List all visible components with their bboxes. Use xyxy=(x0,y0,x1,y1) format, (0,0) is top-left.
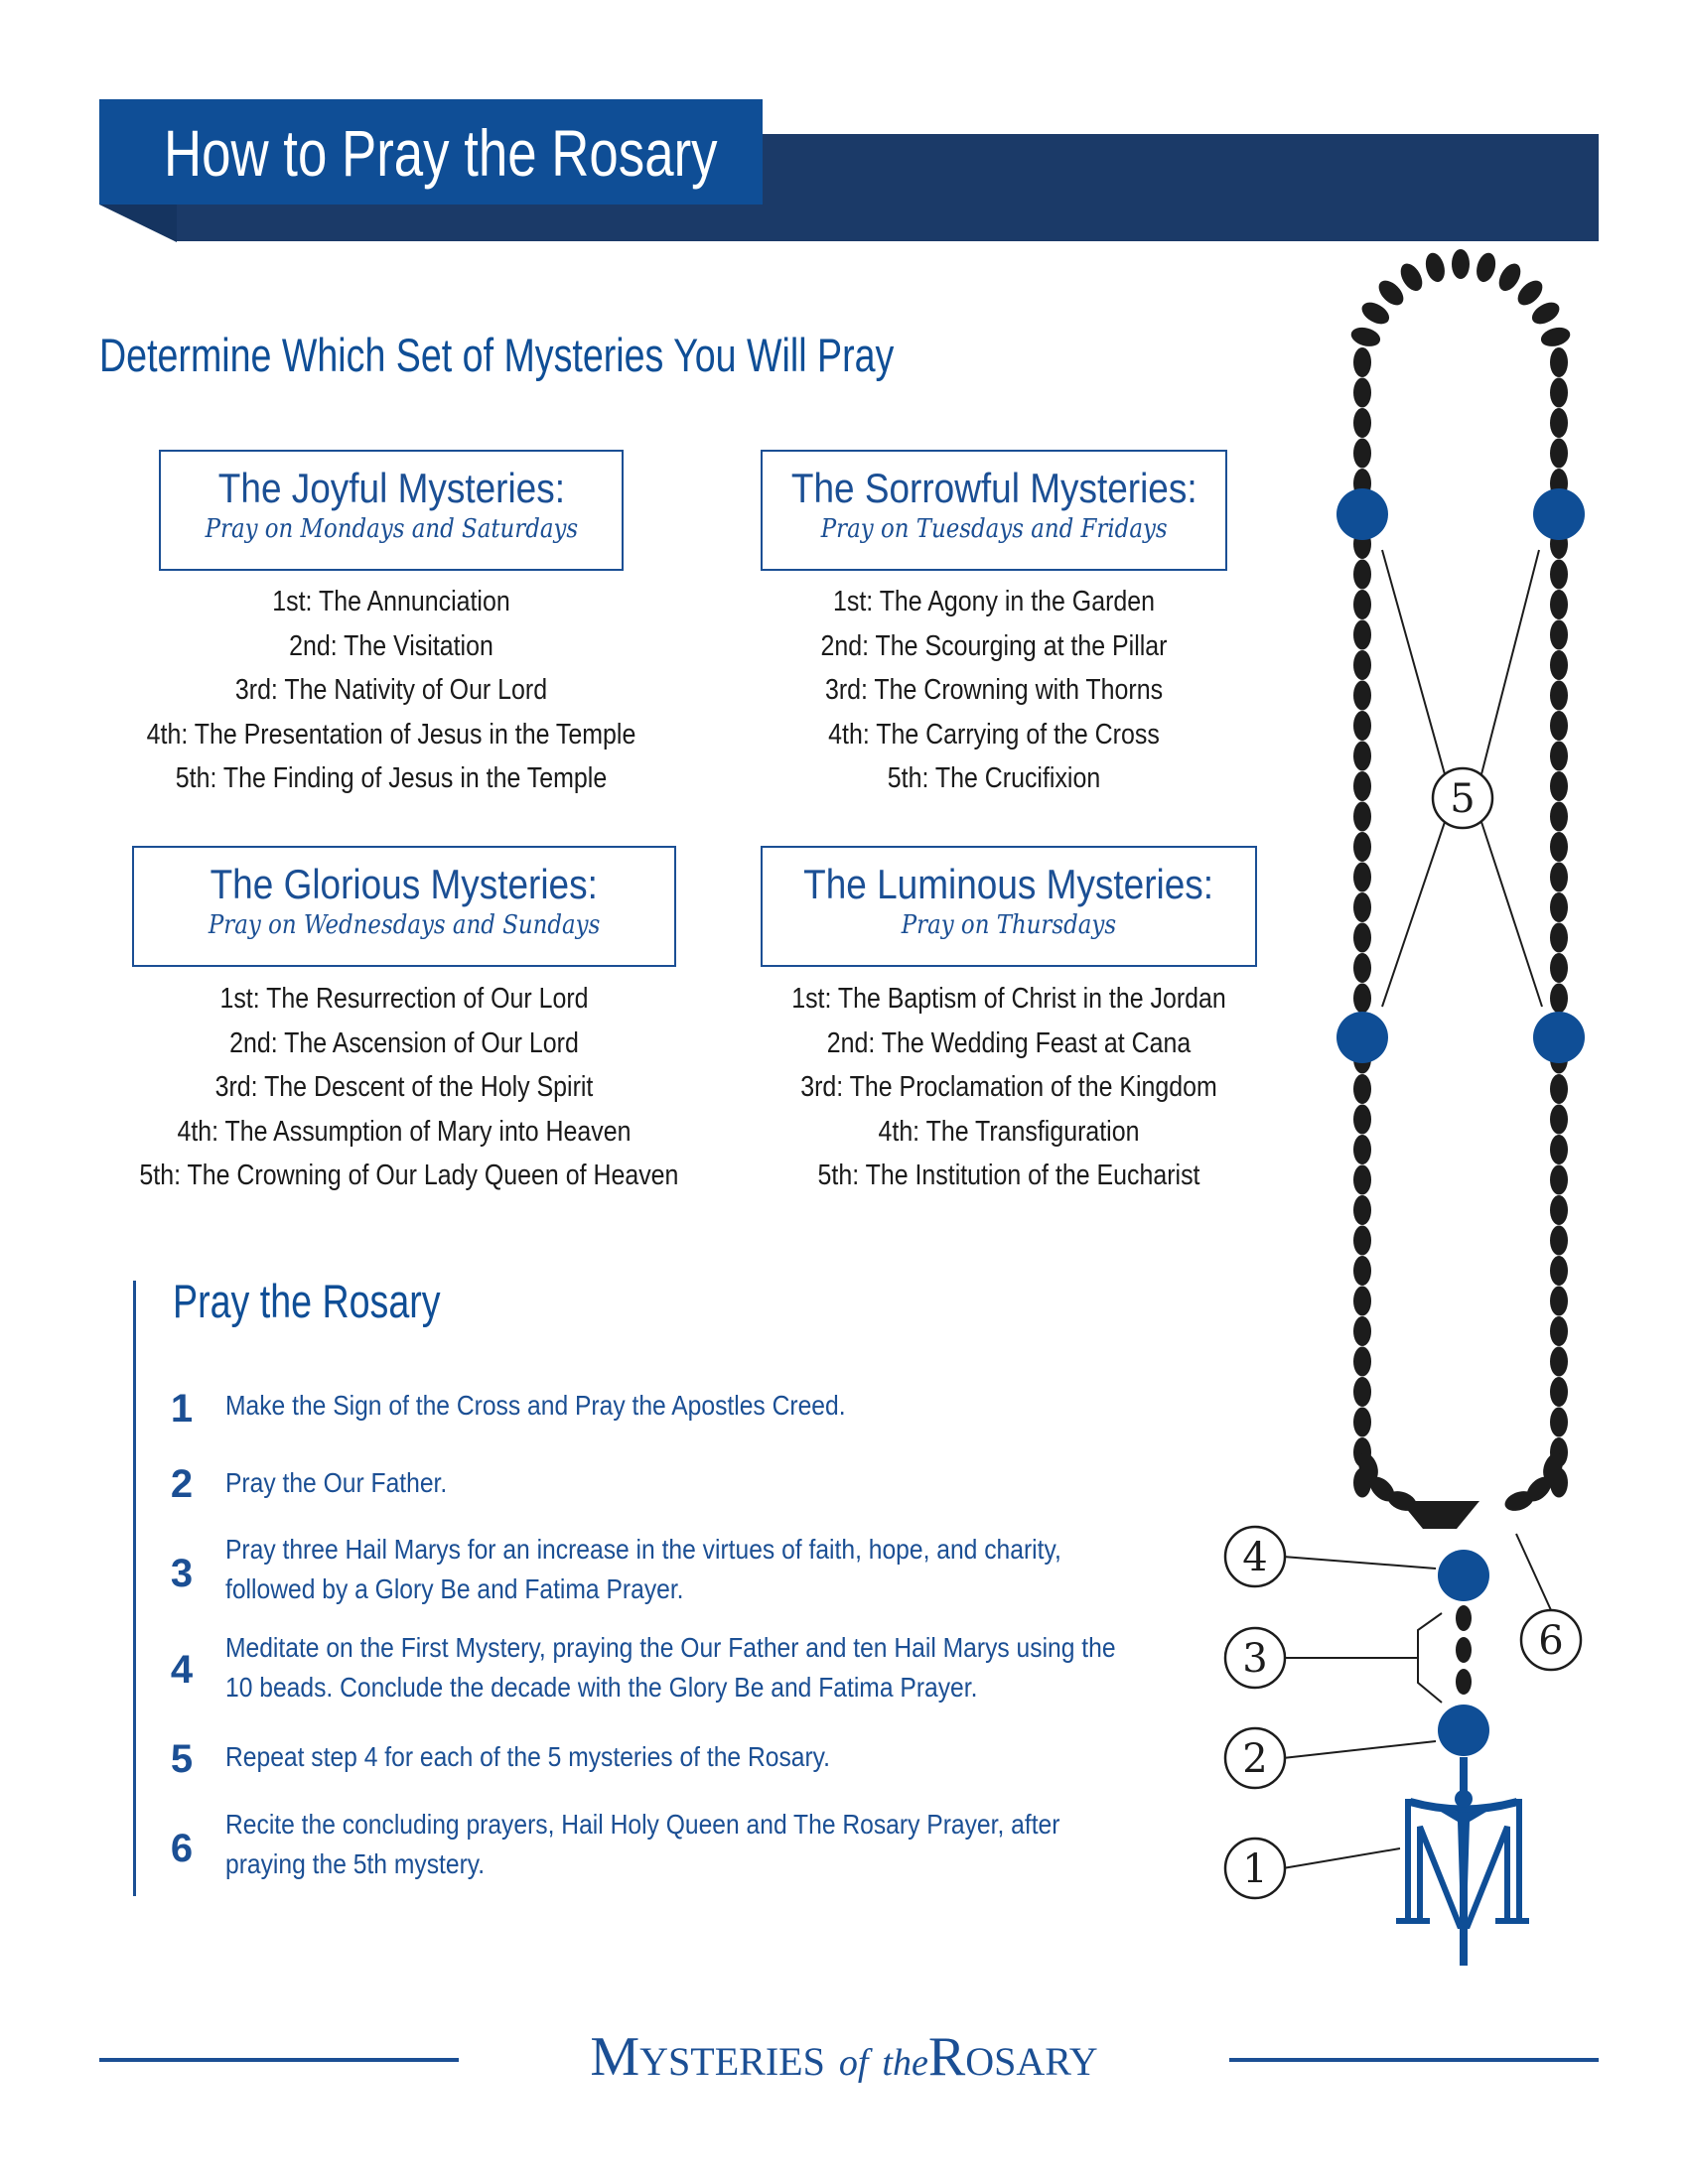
bead-hail-mary xyxy=(1550,650,1568,680)
step-text: Repeat step 4 for each of the 5 mysteries of the Rosary. xyxy=(225,1741,831,1772)
footer-letter: M xyxy=(590,2026,640,2088)
mystery-days: Pray on Mondays and Saturdays xyxy=(205,514,578,544)
list-item: 3rd: The Proclamation of the Kingdom xyxy=(800,1071,1217,1103)
list-item: 5th: The Crucifixion xyxy=(887,762,1101,794)
bead-hail-mary-pendant xyxy=(1456,1605,1472,1631)
bead-hail-mary xyxy=(1353,802,1371,832)
bead-hail-mary xyxy=(1550,1287,1568,1316)
bead-hail-mary xyxy=(1353,560,1371,590)
label-6: 6 xyxy=(1538,1618,1564,1664)
list-item: 3rd: The Crowning with Thorns xyxy=(824,674,1164,706)
label-1: 1 xyxy=(1242,1846,1268,1892)
bead-hail-mary xyxy=(1550,347,1568,377)
mystery-days: Pray on Tuesdays and Fridays xyxy=(820,514,1168,544)
bead-hail-mary xyxy=(1550,620,1568,650)
bead-hail-mary xyxy=(1550,590,1568,619)
bead-hail-mary xyxy=(1353,863,1371,892)
bead-hail-mary xyxy=(1353,620,1371,650)
bead-hail-mary xyxy=(1550,984,1568,1014)
bead-hail-mary xyxy=(1528,298,1563,329)
list-item: 2nd: The Scourging at the Pillar xyxy=(820,629,1168,662)
step-text: Meditate on the First Mystery, praying the Our Father and ten Hail Marys using the 10 beads. Conclude the decade with the Glory Be and Fatima Prayer. xyxy=(225,1632,1116,1703)
bead-hail-mary xyxy=(1353,953,1371,983)
bead-hail-mary xyxy=(1474,251,1498,285)
mysteries-section-title: Determine Which Set of Mysteries You Will Pray xyxy=(99,329,895,381)
bead-hail-mary xyxy=(1353,347,1371,377)
list-item: 1st: The Resurrection of Our Lord xyxy=(219,983,589,1015)
bead-hail-mary xyxy=(1550,1105,1568,1135)
bead-hail-mary xyxy=(1550,1408,1568,1437)
bead-hail-mary xyxy=(1550,1195,1568,1225)
bead-our-father xyxy=(1533,1012,1585,1063)
bead-hail-mary xyxy=(1494,260,1525,295)
bead-hail-mary xyxy=(1353,439,1371,469)
bead-hail-mary xyxy=(1550,953,1568,983)
bead-hail-mary xyxy=(1423,251,1448,285)
mystery-title: The Luminous Mysteries: xyxy=(803,861,1214,907)
bead-hail-mary xyxy=(1353,590,1371,619)
step-text: Make the Sign of the Cross and Pray the Apostles Creed. xyxy=(225,1390,846,1421)
footer-logo xyxy=(467,2025,1221,2089)
bead-hail-mary xyxy=(1353,1256,1371,1286)
step-number: 1 xyxy=(170,1387,194,1431)
bead-hail-mary xyxy=(1550,1074,1568,1104)
footer-letter: R xyxy=(927,2026,966,2088)
callout-lines xyxy=(1283,550,1551,1868)
bead-hail-mary xyxy=(1353,832,1371,862)
step-number: 5 xyxy=(170,1737,194,1781)
bead-hail-mary-pendant xyxy=(1456,1637,1472,1663)
bead-hail-mary xyxy=(1550,802,1568,832)
bead-hail-mary xyxy=(1353,378,1371,408)
bead-hail-mary xyxy=(1550,832,1568,862)
footer-rule-right xyxy=(1229,2058,1599,2062)
bead-hail-mary xyxy=(1550,378,1568,408)
list-item: 5th: The Finding of Jesus in the Temple xyxy=(175,762,608,794)
step-number: 4 xyxy=(170,1648,194,1692)
bead-hail-mary xyxy=(1550,771,1568,801)
footer-rule-left xyxy=(99,2058,459,2062)
bead-hail-mary xyxy=(1353,984,1371,1014)
mystery-title: The Joyful Mysteries: xyxy=(217,465,565,511)
list-item: 2nd: The Wedding Feast at Cana xyxy=(826,1026,1192,1059)
step-text: Recite the concluding prayers, Hail Holy Queen and The Rosary Prayer, after praying the 5th mystery. xyxy=(225,1809,1060,1879)
label-3: 3 xyxy=(1242,1636,1268,1682)
bead-hail-mary xyxy=(1353,1287,1371,1316)
bead-hail-mary xyxy=(1550,863,1568,892)
pray-section-title: Pray the Rosary xyxy=(173,1275,441,1327)
bead-hail-mary xyxy=(1374,276,1408,310)
step-number: 2 xyxy=(170,1462,194,1506)
mystery-days: Pray on Thursdays xyxy=(901,910,1117,940)
list-item: 2nd: The Visitation xyxy=(289,629,493,662)
page-title: How to Pray the Rosary xyxy=(164,116,718,190)
step-number: 3 xyxy=(170,1552,194,1595)
bead-hail-mary xyxy=(1353,1316,1371,1346)
bead-hail-mary xyxy=(1550,560,1568,590)
bead-hail-mary xyxy=(1353,1105,1371,1135)
bead-hail-mary xyxy=(1353,1074,1371,1104)
label-5: 5 xyxy=(1450,776,1476,822)
bead-hail-mary xyxy=(1550,1165,1568,1195)
bead-hail-mary xyxy=(1452,249,1470,279)
list-item: 5th: The Crowning of Our Lady Queen of Heaven xyxy=(139,1160,679,1191)
mystery-title: The Glorious Mysteries: xyxy=(210,861,599,907)
list-item: 1st: The Agony in the Garden xyxy=(833,586,1155,617)
list-item: 3rd: The Nativity of Our Lord xyxy=(234,674,548,706)
bead-hail-mary xyxy=(1550,1347,1568,1377)
bead-our-father-lower xyxy=(1438,1705,1489,1756)
bead-hail-mary xyxy=(1550,711,1568,741)
bead-our-father xyxy=(1336,1012,1388,1063)
list-item: 2nd: The Ascension of Our Lord xyxy=(229,1026,579,1059)
bead-hail-mary xyxy=(1550,1316,1568,1346)
bead-hail-mary xyxy=(1353,1135,1371,1164)
footer-the: the xyxy=(882,2042,928,2084)
diagram-labels xyxy=(1225,768,1581,1898)
bead-hail-mary xyxy=(1353,408,1371,438)
label-2: 2 xyxy=(1242,1736,1268,1782)
bead-hail-mary-pendant xyxy=(1456,1669,1472,1695)
bead-hail-mary xyxy=(1358,298,1393,329)
label-4: 4 xyxy=(1242,1535,1268,1580)
bead-hail-mary xyxy=(1550,681,1568,711)
bead-hail-mary xyxy=(1353,923,1371,953)
list-item: 5th: The Institution of the Eucharist xyxy=(817,1160,1200,1191)
bead-hail-mary xyxy=(1550,1377,1568,1407)
bead-hail-mary xyxy=(1550,439,1568,469)
bead-our-father xyxy=(1336,488,1388,540)
bead-hail-mary xyxy=(1550,1226,1568,1256)
bead-hail-mary xyxy=(1513,276,1547,310)
bead-hail-mary xyxy=(1396,260,1427,295)
bead-hail-mary xyxy=(1539,325,1573,349)
bead-hail-mary xyxy=(1550,1135,1568,1164)
rosary-chain xyxy=(1336,249,1585,1515)
list-item: 1st: The Annunciation xyxy=(272,586,510,617)
bead-hail-mary xyxy=(1550,892,1568,922)
bead-hail-mary xyxy=(1349,325,1383,349)
bead-hail-mary xyxy=(1550,1256,1568,1286)
bead-hail-mary xyxy=(1353,742,1371,771)
bead-our-father xyxy=(1533,488,1585,540)
bead-hail-mary xyxy=(1353,1347,1371,1377)
bead-hail-mary xyxy=(1550,923,1568,953)
list-item: 1st: The Baptism of Christ in the Jordan xyxy=(791,983,1226,1015)
bead-hail-mary xyxy=(1353,771,1371,801)
bead-hail-mary xyxy=(1353,1195,1371,1225)
list-item: 4th: The Assumption of Mary into Heaven xyxy=(177,1115,632,1148)
bead-hail-mary xyxy=(1353,1165,1371,1195)
bead-hail-mary xyxy=(1353,681,1371,711)
list-item: 3rd: The Descent of the Holy Spirit xyxy=(214,1071,594,1103)
list-item: 4th: The Transfiguration xyxy=(878,1115,1140,1148)
bead-hail-mary xyxy=(1550,742,1568,771)
list-item: 4th: The Carrying of the Cross xyxy=(828,718,1160,751)
mystery-days: Pray on Wednesdays and Sundays xyxy=(208,910,601,940)
bead-hail-mary xyxy=(1353,892,1371,922)
bead-hail-mary xyxy=(1353,711,1371,741)
step-number: 6 xyxy=(170,1827,194,1870)
bead-hail-mary xyxy=(1353,650,1371,680)
rosary-junction xyxy=(1400,1501,1479,1529)
mystery-title: The Sorrowful Mysteries: xyxy=(790,465,1197,511)
list-item: 4th: The Presentation of Jesus in the Temple xyxy=(146,718,636,751)
bead-our-father-pendant xyxy=(1438,1550,1489,1601)
step-text: Pray the Our Father. xyxy=(225,1467,448,1498)
bead-hail-mary xyxy=(1550,408,1568,438)
step-text: Pray three Hail Marys for an increase in the virtues of faith, hope, and charity, followed by a Glory Be and Fatima Prayer. xyxy=(225,1534,1061,1604)
bead-hail-mary xyxy=(1353,1377,1371,1407)
bead-hail-mary xyxy=(1353,1408,1371,1437)
footer-of: of xyxy=(838,2042,869,2084)
footer-word: OSARY xyxy=(965,2039,1098,2084)
crucifix-icon xyxy=(1396,1757,1529,1966)
bead-hail-mary xyxy=(1353,1226,1371,1256)
footer-word: YSTERIES xyxy=(639,2039,825,2084)
